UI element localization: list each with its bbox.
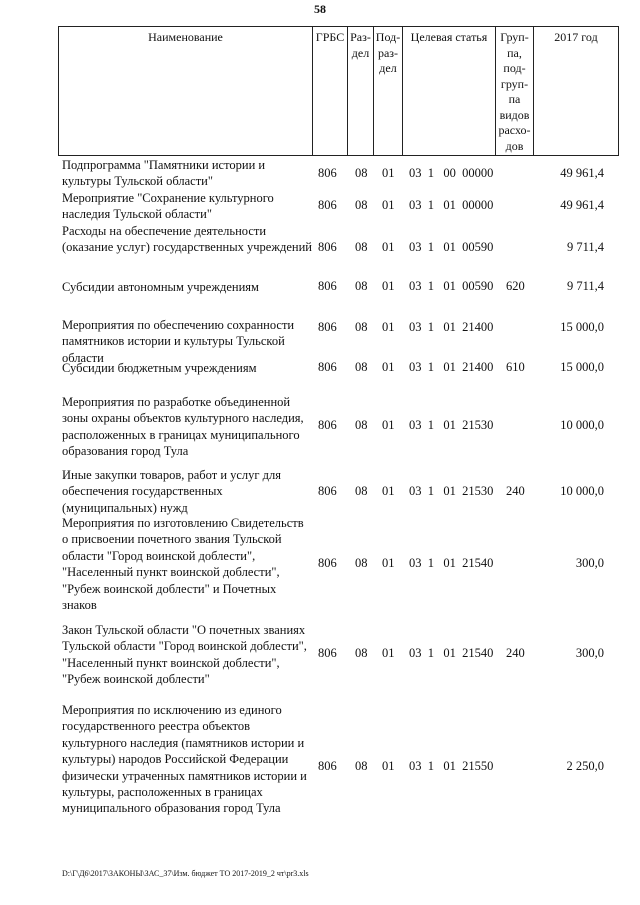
row-grbs: 806 (318, 166, 337, 180)
row-razdel: 08 (355, 166, 368, 180)
row-podrazdel: 01 (382, 418, 395, 432)
row-razdel: 08 (355, 484, 368, 498)
row-tselevaya: 03 1 01 00000 (409, 198, 494, 212)
row-podrazdel: 01 (382, 360, 395, 374)
table-row (0, 278, 640, 308)
row-tselevaya: 03 1 01 21550 (409, 759, 494, 773)
header-grbs: ГРБС (312, 26, 347, 156)
table-row (0, 360, 640, 390)
row-name: Мероприятия по обеспечению сохранности памятников истории и культуры Тульской области (62, 318, 295, 365)
table-row (0, 157, 640, 191)
row-podrazdel: 01 (382, 240, 395, 254)
row-tselevaya: 03 1 01 21400 (409, 360, 494, 374)
row-name: Мероприятия по разработке объединенной зоны охраны объектов культурного наследия, расположенных в границах муниципального образования город Тула (62, 395, 304, 459)
row-grbs: 806 (318, 279, 337, 293)
table-row (0, 702, 640, 836)
row-tselevaya: 03 1 01 21400 (409, 320, 494, 334)
row-grbs: 806 (318, 759, 337, 773)
row-vid: 620 (506, 279, 525, 293)
row-sum: 300,0 (575, 556, 604, 570)
row-podrazdel: 01 (382, 759, 395, 773)
row-name: Закон Тульской области "О почетных званиях Тульской области "Город воинской доблести", "Населенный пункт воинской доблести", "Рубеж воинской доблести" (62, 623, 307, 687)
row-grbs: 806 (318, 484, 337, 498)
row-podrazdel: 01 (382, 484, 395, 498)
table-row (0, 515, 640, 615)
row-name: Субсидии автономным учреждениям (62, 280, 259, 294)
row-podrazdel: 01 (382, 646, 395, 660)
row-tselevaya: 03 1 01 21530 (409, 418, 494, 432)
header-tselevaya: Целевая статья (402, 26, 495, 156)
row-grbs: 806 (318, 320, 337, 334)
row-name: Подпрограмма "Памятники истории и культуры Тульской области" (62, 158, 266, 189)
table-row (0, 467, 640, 517)
row-grbs: 806 (318, 240, 337, 254)
row-grbs: 806 (318, 646, 337, 660)
table-row (0, 394, 640, 460)
row-tselevaya: 03 1 01 21530 (409, 484, 494, 498)
row-sum: 300,0 (575, 646, 604, 660)
row-razdel: 08 (355, 360, 368, 374)
row-sum: 9 711,4 (566, 279, 604, 293)
row-podrazdel: 01 (382, 166, 395, 180)
table-row (0, 223, 640, 273)
row-podrazdel: 01 (382, 198, 395, 212)
row-razdel: 08 (355, 279, 368, 293)
row-grbs: 806 (318, 556, 337, 570)
row-name: Мероприятия по исключению из единого государственного реестра объектов культурного наследия (памятников истории и культуры) народов Российской Федерации физически утраченных памятников истории и культуры, расположенных в границах муниципального образования город Тула (62, 703, 307, 816)
row-tselevaya: 03 1 00 00000 (409, 166, 494, 180)
header-gruppa: Груп- па, под- груп- па видов расхо- дов (495, 26, 533, 156)
row-tselevaya: 03 1 01 21540 (409, 646, 494, 660)
row-sum: 2 250,0 (566, 759, 604, 773)
header-podrazdel: Под- раз- дел (373, 26, 402, 156)
row-sum: 9 711,4 (566, 240, 604, 254)
row-podrazdel: 01 (382, 320, 395, 334)
row-sum: 49 961,4 (560, 166, 604, 180)
row-vid: 240 (506, 646, 525, 660)
row-tselevaya: 03 1 01 21540 (409, 556, 494, 570)
row-tselevaya: 03 1 01 00590 (409, 279, 494, 293)
file-path-footer: D:\Г\Д6\2017\ЗАКОНЫ\ЗАС_37\Изм. бюджет ТО 2017-2019_2 чт\pr3.xls (62, 869, 309, 878)
row-grbs: 806 (318, 418, 337, 432)
row-razdel: 08 (355, 240, 368, 254)
row-name: Расходы на обеспечение деятельности (оказание услуг) государственных учреждений (62, 224, 312, 255)
row-razdel: 08 (355, 320, 368, 334)
row-vid: 610 (506, 360, 525, 374)
table-row (0, 190, 640, 224)
row-sum: 10 000,0 (560, 418, 604, 432)
row-name: Субсидии бюджетным учреждениям (62, 361, 257, 375)
row-podrazdel: 01 (382, 556, 395, 570)
row-vid: 240 (506, 484, 525, 498)
row-grbs: 806 (318, 198, 337, 212)
row-razdel: 08 (355, 198, 368, 212)
table-header (58, 26, 619, 156)
row-sum: 10 000,0 (560, 484, 604, 498)
header-razdel: Раз- дел (347, 26, 373, 156)
row-grbs: 806 (318, 360, 337, 374)
row-razdel: 08 (355, 418, 368, 432)
row-sum: 49 961,4 (560, 198, 604, 212)
row-razdel: 08 (355, 646, 368, 660)
table-row (0, 622, 640, 688)
row-name: Мероприятие "Сохранение культурного наследия Тульской области" (62, 191, 274, 222)
row-tselevaya: 03 1 01 00590 (409, 240, 494, 254)
row-podrazdel: 01 (382, 279, 395, 293)
row-sum: 15 000,0 (560, 320, 604, 334)
row-sum: 15 000,0 (560, 360, 604, 374)
page-number: 58 (314, 2, 326, 16)
row-name: Иные закупки товаров, работ и услуг для обеспечения государственных (муниципальных) нужд (62, 468, 282, 515)
header-name: Наименование (58, 26, 312, 156)
row-name: Мероприятия по изготовлению Свидетельств о присвоении почетного звания Тульской области "Город воинской доблести", "Населенный пункт воинской доблести", "Рубеж воинской доблести" и Почетных знаков (62, 516, 304, 613)
header-year: 2017 год (533, 26, 619, 156)
row-razdel: 08 (355, 759, 368, 773)
row-razdel: 08 (355, 556, 368, 570)
